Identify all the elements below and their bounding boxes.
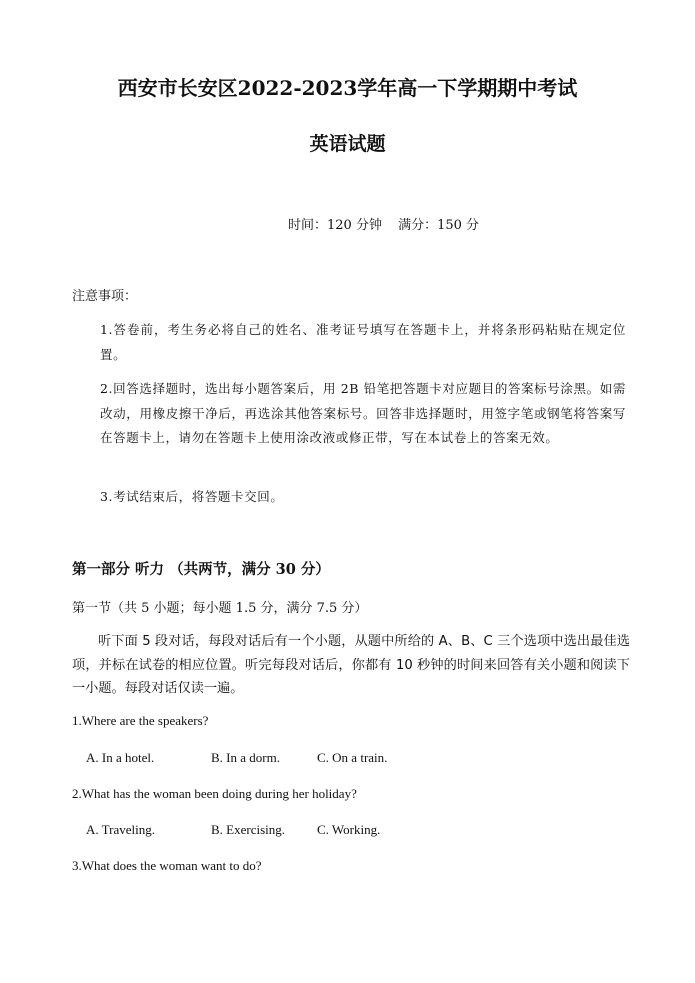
option-c: C. On a train.: [317, 750, 388, 765]
exam-title: 西安市长安区2022-2023学年高一下学期期中考试: [117, 76, 578, 100]
section-instructions: 听下面 5 段对话，每段对话后有一个小题，从题中所给的 A、B、C 三个选项中选出最佳选项，并标在试卷的相应位置。听完每段对话后，你都有 10 秒钟的时间来回答有关小题和阅读下一小题。每段对话仅读一遍。: [72, 634, 630, 696]
question-3: 3.What does the woman want to do?: [72, 858, 262, 873]
option-b: B. Exercising.: [211, 822, 286, 837]
option-a: A. In a hotel.: [86, 750, 155, 765]
option-c: C. Working.: [317, 822, 381, 837]
exam-score: 满分：150 分: [398, 218, 480, 233]
option-a: A. Traveling.: [86, 822, 155, 837]
notice-item-2: 2.回答选择题时，选出每小题答案后，用 2B 铅笔把答题卡对应题目的答案标号涂黑。如需改动，用橡皮擦干净后，再选涂其他答案标号。回答非选择题时，用签字笔或钢笔将答案写在答题卡上，请勿在答题卡上使用涂改液或修正带，写在本试卷上的答案无效。: [100, 381, 626, 445]
option-b: B. In a dorm.: [211, 750, 280, 765]
notice-heading: 注意事项：: [72, 289, 138, 304]
section-title: 第一节（共 5 小题；每小题 1.5 分，满分 7.5 分）: [72, 601, 368, 616]
exam-subtitle: 英语试题: [309, 133, 386, 155]
question-1: 1.Where are the speakers?: [72, 713, 209, 728]
time-score-info: [288, 214, 491, 233]
notice-item-3: 3.考试结束后，将答题卡交回。: [100, 489, 284, 504]
notice-item-1: 1.答卷前，考生务必将自己的姓名、准考证号填写在答题卡上，并将条形码粘贴在规定位置。: [100, 322, 626, 362]
part-title: 第一部分 听力 （共两节，满分 30 分）: [72, 561, 330, 578]
question-2: 2.What has the woman been doing during her holiday?: [72, 786, 357, 801]
exam-time: 时间：120 分钟: [288, 218, 382, 233]
